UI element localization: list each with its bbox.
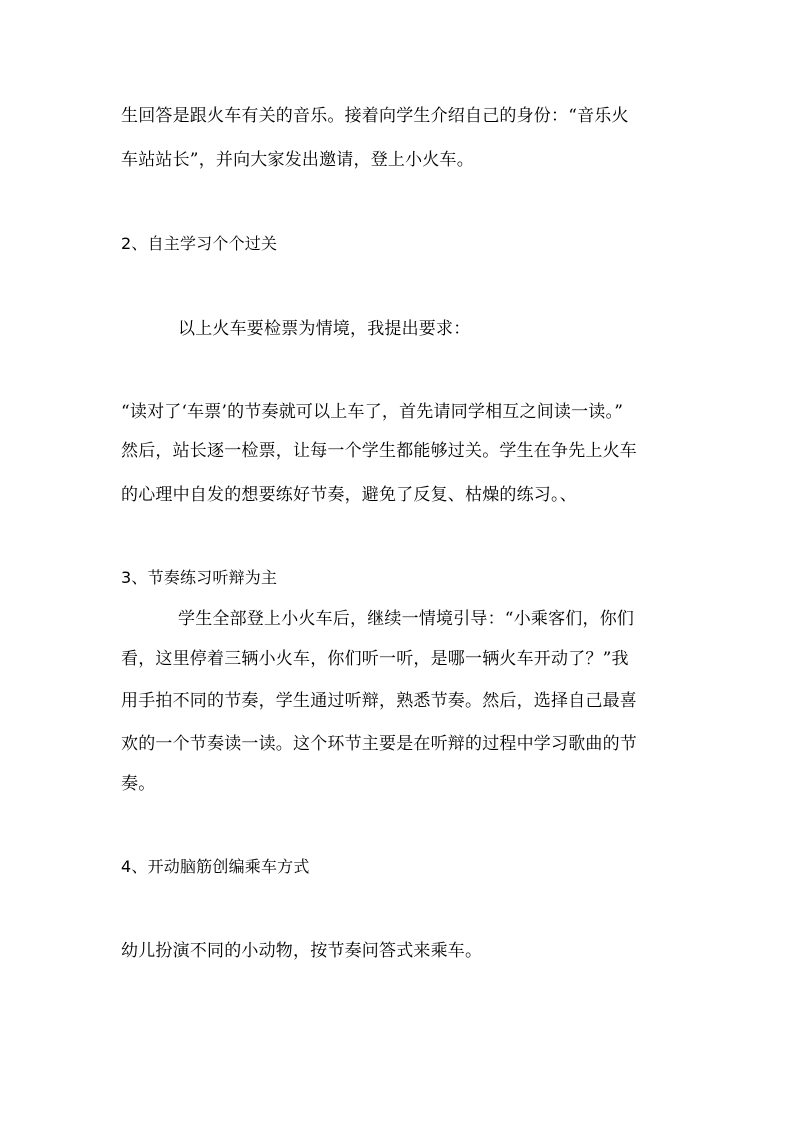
section-3-line-5: 奏。 [121,774,156,794]
section-3-line-2: 看，这里停着三辆小火车，你们听一听，是哪一辆火车开动了？”我 [121,649,629,669]
section-2-line-3: 然后，站长逐一检票，让每一个学生都能够过关。学生在争先上火车 [121,441,637,461]
section-2-heading: 2、自主学习个个过关 [121,234,278,253]
section-4-line-1: 幼儿扮演不同的小动物，按节奏问答式来乘车。 [121,941,483,961]
section-2-line-1: 以上火车要检票为情境，我提出要求： [178,319,471,339]
intro-line-2: 车站站长”，并向大家发出邀请，登上小火车。 [121,150,474,170]
section-3-heading: 3、节奏练习听辩为主 [121,568,278,587]
section-4-heading: 4、开动脑筋创编乘车方式 [121,857,310,876]
section-3-line-1: 学生全部登上小火车后，继续一情境引导：“小乘客们，你们 [178,609,635,629]
section-3-line-3: 用手拍不同的节奏，学生通过听辩，熟悉节奏。然后，选择自己最喜 [121,691,637,711]
section-2-line-4: 的心理中自发的想要练好节奏，避免了反复、枯燥的练习。、 [121,485,577,505]
section-2-line-2: “读对了‘车票’的节奏就可以上车了，首先请同学相互之间读一读。” [121,402,624,422]
intro-line-1: 生回答是跟火车有关的音乐。接着向学生介绍自己的身份：“音乐火 [121,106,629,126]
section-3-line-4: 欢的一个节奏读一读。这个环节主要是在听辩的过程中学习歌曲的节 [121,734,637,754]
